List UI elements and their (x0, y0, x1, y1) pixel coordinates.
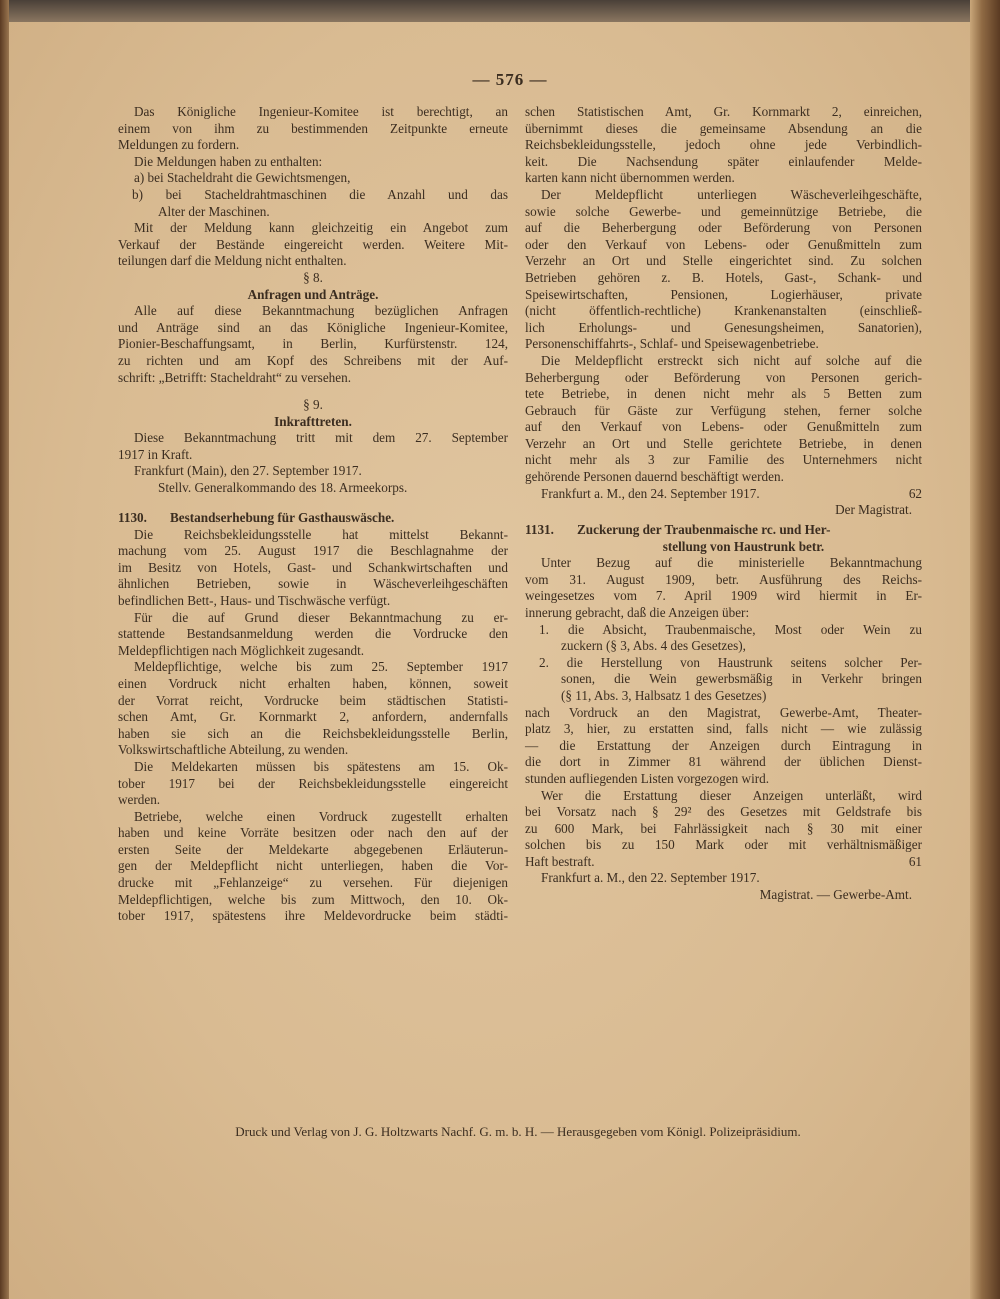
line-text: ähnlichen Betrieben, sowie in Wäscheverleihgeschäften (118, 576, 508, 592)
text-line (525, 287, 922, 304)
text-line (118, 742, 508, 759)
line-text: Betrieben gehören z. B. Hotels, Gast-, Schank- und (525, 269, 922, 285)
line-text: Verzehr an Ort und Stelle eingerichtet sind. Zu solchen (525, 253, 922, 269)
line-text: werden. (118, 792, 161, 808)
text-line (525, 655, 922, 672)
text-line (118, 792, 508, 809)
line-text: Die Meldekarten müssen bis spätestens am 15. Ok- (134, 758, 508, 774)
line-text: einem von ihm zu bestimmenden Zeitpunkte erneute (118, 120, 508, 136)
text-line (118, 825, 508, 842)
line-text: keit. Die Nachsendung später einlaufender Melde- (525, 153, 922, 169)
line-text: Alter der Maschinen. (158, 203, 270, 219)
left-section-ingenieur-komitee (118, 104, 508, 386)
line-text: Die Reichsbekleidungsstelle hat mittelst Bekannt- (134, 526, 508, 542)
text-line (118, 253, 508, 270)
line-text: b) bei Stacheldrahtmaschinen die Anzahl und das (132, 186, 508, 202)
text-line (525, 303, 922, 320)
text-line (118, 204, 508, 221)
line-text: innerung gebracht, daß die Anzeigen über: (525, 604, 750, 620)
line-text: Reichsbekleidungsstelle, jedoch ohne jede Verbindlich- (525, 137, 922, 153)
line-text: § 9. (303, 397, 323, 412)
line-text: nicht mehr als 3 zur Familie des Unternehmers nicht (525, 452, 922, 468)
line-text: übernimmt dieses die gemeinsame Absendung an die (525, 120, 922, 136)
text-line (525, 837, 922, 854)
page-number: — 576 — (472, 70, 548, 89)
line-text: tober 1917 bei der Reichsbekleidungsstelle eingereicht (118, 775, 508, 791)
imprint-footer: Druck und Verlag von J. G. Holtzwarts Nachf. G. m. b. H. — Herausgegeben vom Königl. Polizeipräsidium. (235, 1124, 801, 1139)
text-line (525, 788, 922, 805)
line-text: und Anträge sind an das Königliche Ingenieur-Komitee, (118, 319, 508, 335)
line-text: der Vorrat reicht, Vordrucke beim städtischen Statisti- (118, 692, 508, 708)
line-text: Speisewirtschaften, Pensionen, Logierhäuser, private (525, 286, 922, 302)
section-heading (525, 522, 922, 539)
text-line (118, 270, 508, 287)
scan-top-edge (0, 0, 1000, 22)
text-line (118, 370, 508, 387)
right-section-1131 (525, 522, 922, 904)
text-line (118, 842, 508, 859)
line-text: ersten Seite der Meldekarte abgegebenen Erläuterun- (118, 841, 508, 857)
text-line (118, 776, 508, 793)
text-line (525, 170, 922, 187)
text-line (525, 320, 922, 337)
line-text: Meldepflichtige, welche bis zum 25. September 1917 (134, 659, 508, 675)
line-text: a) bei Stacheldraht die Gewichtsmengen, (134, 170, 351, 186)
line-text: Verkauf der Bestände eingereicht werden. Weitere Mit- (118, 236, 508, 252)
line-text: Meldepflichtigen, welche bis zum Mittwoch, den 10. Ok- (118, 891, 508, 907)
line-text: gen der Meldepflicht nicht unterliegen, haben die Vor- (118, 858, 508, 874)
scan-left-edge (0, 0, 9, 1299)
line-text: auf den Verkauf von Lebens- oder Genußmitteln zum (525, 419, 922, 435)
line-text: Inkrafttreten. (274, 413, 352, 429)
text-line (118, 643, 508, 660)
text-line (118, 397, 508, 414)
reference-number: 61 (908, 853, 922, 869)
text-line (525, 386, 922, 403)
line-text: bei Vorsatz nach § 29² des Gesetzes mit Geldstrafe bis (525, 804, 922, 820)
line-text: Betriebe, welche einen Vordruck zugestellt erhalten (134, 808, 508, 824)
paragraph-heading (118, 414, 508, 431)
line-text: einen Vordruck nicht erhalten haben, können, soweit (118, 675, 508, 691)
notice-number: 1131. (525, 522, 554, 537)
text-line (118, 593, 508, 610)
line-text: Für die auf Grund dieser Bekanntmachung zu er- (134, 609, 508, 625)
text-line (118, 875, 508, 892)
text-line (118, 659, 508, 676)
line-text: Bestandserhebung für Gasthauswäsche. (170, 510, 395, 525)
text-line (525, 469, 922, 486)
line-text: Die Meldungen haben zu enthalten: (134, 153, 323, 169)
text-line (525, 204, 922, 221)
text-line (118, 543, 508, 560)
line-text: Die Meldepflicht erstreckt sich nicht auf solche auf die (541, 352, 922, 368)
text-line (118, 187, 508, 204)
text-line (525, 137, 922, 154)
text-line (118, 463, 508, 480)
text-line (118, 237, 508, 254)
text-line (118, 858, 508, 875)
text-line (525, 721, 922, 738)
text-line (525, 638, 922, 655)
text-line (525, 555, 922, 572)
line-text: im Besitz von Hotels, Gast- und Schankwirtschaften und (118, 559, 508, 575)
right-section-meldepflicht (525, 104, 922, 519)
text-line (118, 154, 508, 171)
text-line (525, 403, 922, 420)
line-text: gehörende Personen dauernd beschäftigt werden. (525, 469, 784, 485)
line-text: Stellv. Generalkommando des 18. Armeekorps. (158, 479, 408, 495)
line-text: § 8. (303, 269, 323, 285)
line-text: tober 1917, spätestens ihre Meldevordrucke beim städti- (118, 908, 508, 924)
text-line (525, 705, 922, 722)
line-text: Pionier-Beschaffungsamt, in Berlin, Kurfürstenstr. 124, (118, 336, 508, 352)
line-text: haben und keine Vorräte besitzen oder nach den auf der (118, 825, 508, 841)
text-line (118, 809, 508, 826)
line-text: schen Statistischen Amt, Gr. Kornmarkt 2, einreichen, (525, 104, 922, 119)
line-text: weingesetzes vom 7. April 1909 wird hiermit in Er- (525, 588, 922, 604)
text-line (118, 759, 508, 776)
section-heading (118, 510, 508, 527)
text-line (525, 622, 922, 639)
line-text: zuckern (§ 3, Abs. 4 des Gesetzes), (561, 638, 746, 654)
line-text: — die Erstattung der Anzeigen durch Eintragung in (525, 737, 922, 753)
text-line (525, 539, 922, 556)
text-line (118, 527, 508, 544)
text-line (525, 419, 922, 436)
text-line (118, 726, 508, 743)
text-line (525, 572, 922, 589)
line-text: Diese Bekanntmachung tritt mit dem 27. September (134, 430, 508, 446)
text-line (118, 170, 508, 187)
text-line (525, 738, 922, 755)
line-text: solchen bis zu 150 Mark oder mit verhältnismäßiger (525, 837, 922, 853)
text-line (118, 104, 508, 121)
line-text: (nicht öffentlich-rechtliche) Krankenanstalten (einschließ- (525, 303, 922, 319)
text-line (118, 353, 508, 370)
line-text: sowie solche Gewerbe- und gemeinnützige Betriebe, die (525, 203, 922, 219)
text-line (525, 870, 922, 887)
text-line (525, 370, 922, 387)
line-text: Zuckerung der Traubenmaische rc. und Her- (577, 522, 831, 537)
line-text: 1. die Absicht, Traubenmaische, Most oder Wein zu (539, 621, 922, 637)
text-line (525, 270, 922, 287)
line-text: Wer die Erstattung dieser Anzeigen unterläßt, wird (541, 787, 922, 803)
line-text: Verzehr an Ort und Stelle gerichtete Betriebe, in denen (525, 435, 922, 451)
line-text: auf die Beherbergung oder Beförderung von Personen (525, 220, 922, 236)
text-line (525, 436, 922, 453)
text-line (118, 137, 508, 154)
text-line (525, 887, 922, 904)
text-line (525, 353, 922, 370)
line-text: Mit der Meldung kann gleichzeitig ein Angebot zum (134, 220, 508, 236)
text-line (525, 486, 922, 503)
line-text: Anfragen und Anträge. (247, 286, 379, 302)
text-line (118, 610, 508, 627)
line-text: Frankfurt a. M., den 24. September 1917. (541, 485, 760, 501)
text-line (525, 804, 922, 821)
text-line (525, 237, 922, 254)
line-text: lich Erholungs- und Genesungsheimen, Sanatorien), (525, 319, 922, 335)
left-section-inkrafttreten (118, 397, 508, 497)
line-text: Volkswirtschaftliche Abteilung, zu wenden. (118, 742, 349, 758)
text-line (525, 754, 922, 771)
line-text: Meldepflichtigen nach Möglichkeit zugesandt. (118, 642, 365, 658)
text-line (525, 605, 922, 622)
line-text: stunden aufliegenden Listen vorgezogen wird. (525, 770, 770, 786)
paragraph-heading (118, 287, 508, 304)
line-text: Der Magistrat. (835, 502, 912, 518)
line-text: Haft bestraft. (525, 853, 595, 869)
text-line (118, 693, 508, 710)
text-line (118, 709, 508, 726)
text-line (118, 430, 508, 447)
line-text: zu 600 Mark, bei Fahrlässigkeit nach § 30 mit einer (525, 820, 922, 836)
text-line (525, 104, 922, 121)
line-text: vom 31. August 1909, betr. Ausführung des Reichs- (525, 571, 922, 587)
line-text: schen Amt, Gr. Kornmarkt 2, anfordern, andernfalls (118, 709, 508, 725)
line-text: Frankfurt a. M., den 22. September 1917. (541, 870, 760, 886)
line-text: befindlichen Bett-, Haus- und Tischwäsche verfügt. (118, 592, 391, 608)
line-text: Gebrauch für Gäste zur Verfügung stehen, ferner solche (525, 402, 922, 418)
text-line (525, 502, 922, 519)
line-text: schrift: „Betrifft: Stacheldraht“ zu versehen. (118, 369, 352, 385)
line-text: (§ 11, Abs. 3, Halbsatz 1 des Gesetzes) (561, 687, 767, 703)
text-line (525, 154, 922, 171)
text-line (118, 336, 508, 353)
line-text: 1917 in Kraft. (118, 446, 193, 462)
text-line (525, 253, 922, 270)
text-line (118, 560, 508, 577)
left-section-1130 (118, 510, 508, 925)
line-text: karten kann nicht übernommen werden. (525, 170, 735, 186)
text-line (525, 771, 922, 788)
text-line (118, 121, 508, 138)
text-line (118, 626, 508, 643)
line-text: nach Vordruck an den Magistrat, Gewerbe-Amt, Theater- (525, 704, 922, 720)
text-line (525, 336, 922, 353)
text-line (118, 303, 508, 320)
line-text: oder den Verkauf von Lebens- oder Genußmitteln zum (525, 236, 922, 252)
text-line (118, 447, 508, 464)
text-line (525, 187, 922, 204)
line-text: Der Meldepflicht unterliegen Wäscheverleihgeschäfte, (541, 186, 922, 202)
text-line (118, 908, 508, 925)
line-text: die dort in Zimmer 81 während der üblichen Dienst- (525, 754, 922, 770)
line-text: platz 3, hier, zu erstatten sind, falls nicht — wie zulässig (525, 721, 922, 737)
line-text: Alle auf diese Bekanntmachung bezüglichen Anfragen (134, 303, 508, 319)
line-text: teilungen darf die Meldung nicht enthalten. (118, 253, 347, 269)
text-line (525, 688, 922, 705)
text-line (118, 220, 508, 237)
line-text: stattende Bestandsanmeldung werden die Vordrucke den (118, 626, 508, 642)
line-text: Personenschiffahrts-, Schlaf- und Speisewagenbetriebe. (525, 336, 819, 352)
text-line (525, 452, 922, 469)
text-line (118, 480, 508, 497)
line-text: haben sie sich an die Reichsbekleidungsstelle Berlin, (118, 725, 508, 741)
line-text: stellung von Haustrunk betr. (662, 538, 825, 554)
line-text: Magistrat. — Gewerbe-Amt. (759, 887, 912, 903)
line-text: Beherbergung oder Beförderung von Personen gerich- (525, 369, 922, 385)
line-text: 2. die Herstellung von Haustrunk seitens solcher Per- (539, 654, 922, 670)
text-line (525, 220, 922, 237)
notice-number: 1130. (118, 510, 147, 525)
line-text: Das Königliche Ingenieur-Komitee ist berechtigt, an (134, 104, 508, 119)
text-line (525, 671, 922, 688)
text-line (525, 821, 922, 838)
line-text: zu richten und am Kopf des Schreibens mit der Auf- (118, 352, 508, 368)
line-text: sonen, die Wein gewerbsmäßig in Verkehr bringen (561, 671, 922, 687)
book-binding (970, 0, 1000, 1299)
text-line (118, 892, 508, 909)
text-line (118, 676, 508, 693)
text-line (118, 576, 508, 593)
line-text: Unter Bezug auf die ministerielle Bekanntmachung (541, 555, 922, 571)
line-text: Meldungen zu fordern. (118, 137, 240, 153)
text-line (525, 854, 922, 871)
text-line (118, 320, 508, 337)
line-text: machung vom 25. August 1917 die Beschlagnahme der (118, 543, 508, 559)
text-line (525, 588, 922, 605)
line-text: tete Betriebe, in denen nicht mehr als 5 Betten zum (525, 386, 922, 402)
text-line (525, 121, 922, 138)
line-text: drucke mit „Fehlanzeige“ zu versehen. Für diejenigen (118, 875, 508, 891)
reference-number: 62 (908, 485, 922, 501)
line-text: Frankfurt (Main), den 27. September 1917. (134, 463, 362, 479)
